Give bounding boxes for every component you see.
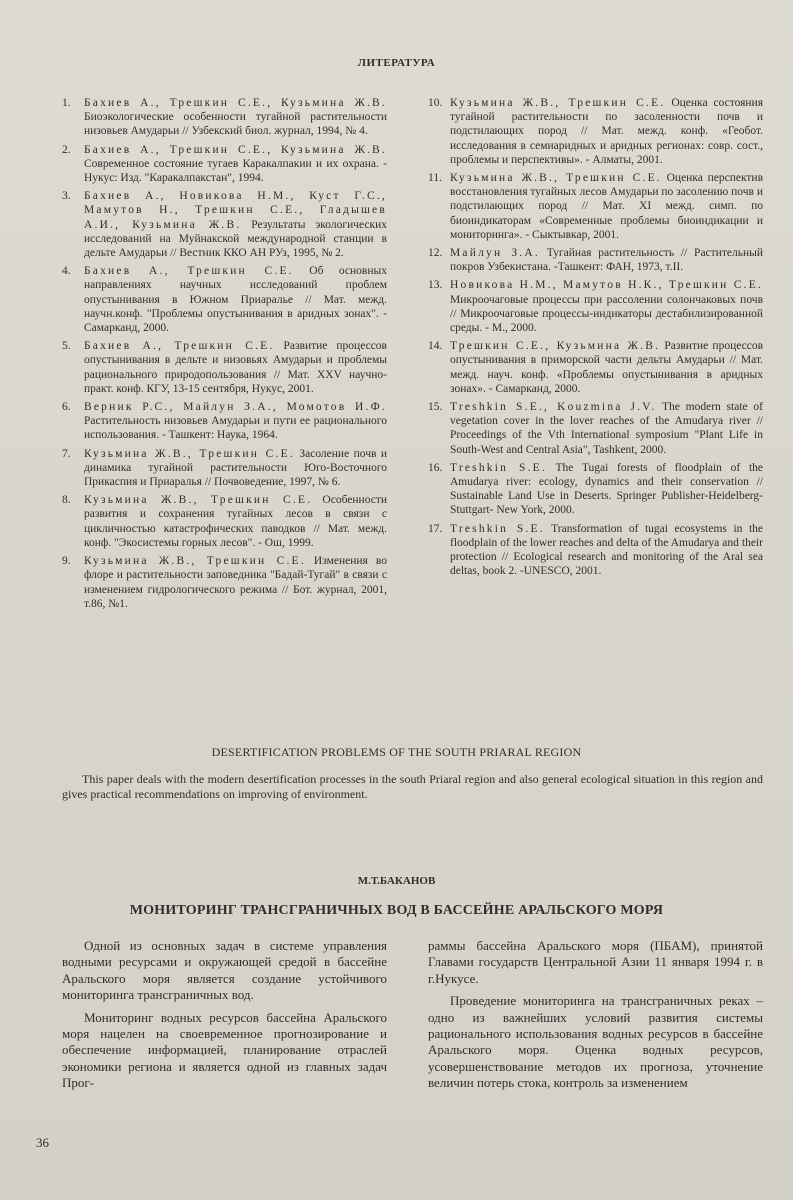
reference-text: Тугайная растительность // Растительный покров Узбекистана. -Ташкент: ФАН, 1973, т.II. [450, 247, 763, 274]
reference-number: 3. [62, 190, 71, 203]
reference-item [62, 493, 387, 550]
reference-authors: Бахиев А., Трешкин С.Е. [84, 340, 275, 353]
reference-number: 8. [62, 494, 71, 507]
reference-item [428, 461, 763, 518]
reference-text: Засоление почв и динамика тугайной растительности Юго-Восточного Прикаспия и Приаралья // Почвоведение, 1997, № 6. [84, 447, 387, 489]
reference-item [428, 278, 763, 335]
reference-authors: Бахиев А., Трешкин С.Е. [84, 265, 294, 278]
reference-authors: Кузьмина Ж.В., Трешкин С.Е. [84, 494, 313, 507]
article-paragraph: Проведение мониторинга на трансграничных реках – одно из важнейших условий развития системы рационального использования водных ресурсов в бассейне Аральского моря. Оценка водных ресурсов, усовершенствование методов их прогноза, уточнение величин потерь стока, контроль за изменением [428, 993, 763, 1091]
reference-authors: Трешкин С.Е., Кузьмина Ж.В. [450, 340, 661, 353]
reference-authors: Бахиев А., Трешкин С.Е., Кузьмина Ж.В. [84, 143, 387, 156]
reference-number: 5. [62, 340, 71, 353]
article-paragraph: Мониторинг водных ресурсов бассейна Аральского моря нацелен на своевременное прогнозирование и обеспечение информацией, планирование отраслей экономики региона и является одной из главных задач Прог- [62, 1009, 387, 1091]
reference-authors: Кузьмина Ж.В., Трешкин С.Е. [84, 447, 295, 460]
reference-item [428, 246, 763, 274]
reference-authors: Treshkin S.E. [450, 461, 547, 474]
reference-text: Оценка перспектив восстановления тугайных лесов Амударьи по засолению почв и подстилающих пород // Мат. XI межд. симп. по биоиндикаторам «Современные проблемы биоиндикации и мониторинга». - Сыктывкар, 2001. [450, 172, 763, 241]
article-paragraph: раммы бассейна Аральского моря (ПБАМ), принятой Главами государств Центральной Азии 11 января 1994 г. в г.Нукусе. [428, 938, 763, 986]
reference-authors: Treshkin S.E. [450, 522, 545, 535]
reference-authors: Бахиев А., Новикова Н.М., Куст Г.С., Мамутов Н., Трешкин С.Е., Гладышев А.И., Кузьмина Ж.В. [84, 190, 387, 231]
reference-number: 10. [428, 97, 443, 109]
reference-authors: Кузьмина Ж.В., Трешкин С.Е. [84, 555, 306, 568]
literature-heading: ЛИТЕРАТУРА [357, 57, 436, 69]
reference-text: Растительность низовьев Амударьи и пути ее рационального использования. - Ташкент: Наука, 1964. [84, 415, 387, 442]
reference-text: Оценка состояния тугайной растительности по засоленности почв и подстилающих пород // Мат. межд. конф. «Геобот. исследования в семиаридных и аридных регионах: совр. сост., проблемы и перспективы». - Алматы, 2001. [450, 97, 763, 166]
reference-number: 12. [428, 247, 443, 260]
page-number: 36 [36, 1135, 49, 1150]
reference-text: Микроочаговые процессы при рассолении солончаковых почв // Микроочаговые процессы-индикаторы дестабилизированной среды. - М., 2000. [450, 293, 763, 335]
reference-item [428, 339, 763, 396]
reference-number: 14. [428, 340, 443, 353]
reference-number: 2. [62, 143, 71, 156]
reference-text: Особенности развития и сохранения тугайных лесов в связи с цикличностью катастрофических паводков // Мат. межд. конф. "Экосистемы горных лесов". - Ош, 1999. [84, 494, 388, 549]
reference-authors: Кузьмина Ж.В., Трешкин С.Е. [450, 97, 666, 109]
reference-item [62, 143, 387, 186]
reference-number: 15. [428, 401, 443, 414]
article-right-column [428, 938, 763, 1098]
reference-item [428, 522, 763, 579]
reference-number: 6. [62, 401, 71, 414]
references-left-column [62, 96, 387, 615]
reference-authors: Кузьмина Ж.В., Трешкин С.Е. [450, 172, 662, 185]
abstract-text: This paper deals with the modern desertification processes in the south Priaral region and also general ecological situation in this region and gives practical recommendations on improving of environment. [62, 772, 763, 801]
reference-item [62, 554, 387, 611]
reference-number: 9. [62, 555, 71, 568]
reference-text: Об основных направлениях научных исследований проблем опустынивания в Южном Приаралье // Мат. межд. научн.конф. "Проблемы опустынивания в аридных зонах". - Самарканд, 2000. [84, 265, 387, 335]
reference-item [428, 400, 763, 457]
reference-number: 7. [62, 447, 71, 460]
reference-text: Transformation of tugai ecosystems in the floodplain of the lower reaches and delta of the Amudarya and their protection // Ecological research and monitoring of the Aral sea deltas, book 2. -UNESCO, 2001. [450, 522, 764, 578]
reference-text: Изменения во флоре и растительности заповедника "Бадай-Тугай" в связи с изменением гидрологического режима // Бот. журнал, 2001, т.86, №1. [84, 555, 388, 610]
reference-item [62, 339, 387, 396]
reference-item [62, 189, 387, 260]
reference-item [62, 264, 387, 335]
reference-item [62, 400, 387, 443]
reference-authors: Верник Р.С., Майлун З.А., Момотов И.Ф. [84, 401, 387, 414]
reference-authors: Бахиев А., Трешкин С.Е., Кузьмина Ж.В. [84, 97, 387, 109]
reference-number: 17. [428, 522, 443, 535]
reference-text: The Tugai forests of floodplain of the Amudarya river: ecology, dynamics and their conservation // Sustainable Land Use in Deserts. Springer Publisher-Heidelberg-Stuttgart- New York, 2000. [450, 461, 763, 517]
reference-authors: Treshkin S.E., Kouzmina J.V. [450, 401, 657, 414]
abstract-title: DESERTIFICATION PROBLEMS OF THE SOUTH PRIARAL REGION [211, 745, 582, 759]
references-right-column [428, 96, 763, 583]
reference-number: 16. [428, 461, 443, 474]
reference-text: The modern state of vegetation cover in the lover reaches of the Amudarya river // Proceedings of the Vth International symposium "Plant Life in South-West and Central Asia", Tashkent, 2000. [450, 401, 763, 456]
reference-item [428, 171, 763, 242]
reference-authors: Майлун З.А. [450, 247, 540, 260]
reference-number: 4. [62, 265, 71, 278]
article-author: М.Т.БАКАНОВ [357, 875, 436, 887]
reference-number: 11. [428, 172, 442, 185]
reference-text: Результаты экологических исследований на Муйнакской международной станции в дельте Амударьи // Вестник ККО АН РУз, 1995, № 2. [84, 218, 387, 260]
reference-text: Современное состояние тугаев Каракалпакии и их охрана. - Нукус: Изд. "Каракалпакстан", 1994. [84, 157, 387, 185]
article-paragraph: Одной из основных задач в системе управления водными ресурсами и окружающей средой в бассейне Аральского моря является создание устойчивого мониторинга трансграничных вод. [62, 938, 387, 1003]
reference-item [428, 96, 763, 167]
reference-authors: Новикова Н.М., Мамутов Н.К., Трешкин С.Е. [450, 279, 763, 292]
reference-text: Биоэкологические особенности тугайной растительности низовьев Амударьи // Узбекский биол. журнал, 1994, № 4. [84, 111, 387, 138]
reference-text: Развитие процессов опустынивания в дельте и низовьях Амударьи и проблемы рационального природопользования // Мат. XXV научно-практ. конф. КГУ, 13-15 сентября, Нукус, 2001. [84, 340, 387, 395]
reference-item [62, 447, 387, 490]
reference-item [62, 96, 387, 139]
article-title: МОНИТОРИНГ ТРАНСГРАНИЧНЫХ ВОД В БАССЕЙНЕ АРАЛЬСКОГО МОРЯ [129, 903, 664, 918]
article-left-column [62, 938, 387, 1098]
reference-text: Развитие процессов опустынивания в приморской части дельты Амударьи // Мат. межд. науч. конф. «Проблемы опустынивания в аридных зонах». - Самарканд, 2000. [450, 340, 764, 395]
reference-number: 1. [62, 97, 71, 109]
reference-number: 13. [428, 279, 443, 292]
